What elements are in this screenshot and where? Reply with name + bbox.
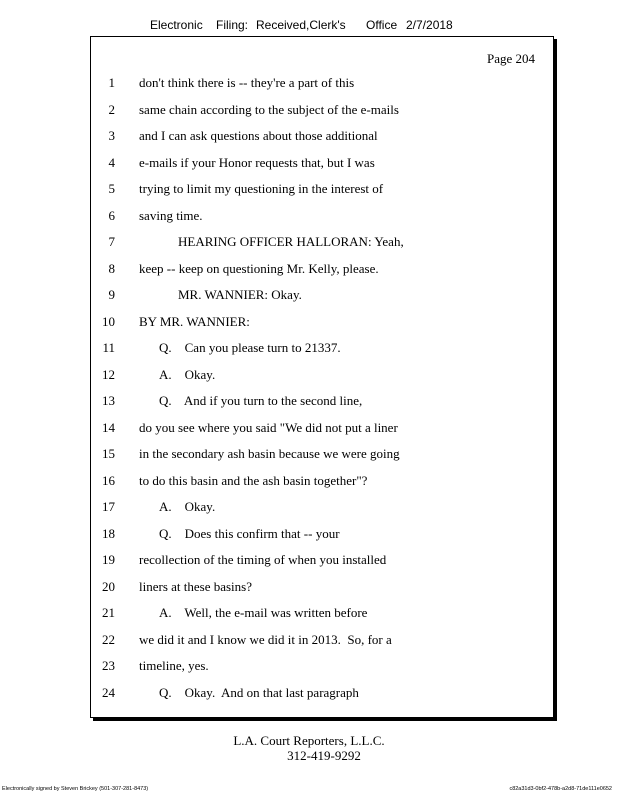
transcript-line (91, 153, 551, 173)
transcript-line (91, 312, 551, 332)
line-number: 1 (108, 75, 115, 90)
document-id: c82a31d3-0bf2-478b-a2d8-71de111e0652 (509, 786, 612, 792)
line-number: 3 (108, 128, 115, 143)
line-text: Q. And if you turn to the second line, (159, 393, 363, 408)
transcript-line (91, 259, 551, 279)
line-text: trying to limit my questioning in the interest of (139, 181, 384, 196)
line-number: 12 (102, 366, 115, 382)
transcript-line (91, 365, 551, 385)
transcript-line (91, 683, 551, 703)
line-text: don't think there is -- they're a part of this (139, 75, 355, 90)
line-text: HEARING OFFICER HALLORAN: Yeah, (178, 234, 404, 249)
transcript-page (90, 36, 554, 718)
line-text: keep -- keep on questioning Mr. Kelly, please. (139, 260, 379, 276)
line-number: 23 (102, 658, 115, 673)
transcript-line (91, 524, 551, 544)
transcript-line (91, 418, 551, 438)
line-text: same chain according to the subject of the e-mails (139, 101, 399, 117)
line-text: A. Okay. (159, 366, 216, 382)
transcript-line (91, 179, 551, 199)
line-number: 19 (102, 552, 115, 567)
header-date: 2/7/2018 (406, 18, 453, 32)
line-number: 15 (102, 446, 115, 461)
line-text: A. Okay. (159, 499, 216, 514)
transcript-line (91, 550, 551, 570)
transcript-line (91, 497, 551, 517)
transcript-line (91, 232, 551, 252)
line-text: and I can ask questions about those additional (139, 128, 378, 143)
line-number: 10 (102, 313, 115, 329)
reporter-phone: 312-419-9292 (287, 748, 361, 763)
transcript-line (91, 206, 551, 226)
line-number: 6 (108, 207, 115, 223)
line-text: BY MR. WANNIER: (139, 313, 250, 329)
line-number: 16 (102, 472, 115, 488)
transcript-line (91, 656, 551, 676)
transcript-line (91, 391, 551, 411)
line-number: 7 (108, 234, 115, 249)
line-text: Q. Does this confirm that -- your (159, 525, 340, 541)
line-number: 5 (108, 181, 115, 196)
filing-header (0, 18, 618, 36)
transcript-line (91, 338, 551, 358)
page-number: Page 204 (486, 51, 535, 66)
line-text: Q. Okay. And on that last paragraph (159, 684, 359, 700)
line-text: in the secondary ash basin because we were going (139, 446, 400, 461)
line-text: Q. Can you please turn to 21337. (159, 340, 341, 355)
transcript-line (91, 471, 551, 491)
line-text: we did it and I know we did it in 2013. So, for a (139, 631, 392, 647)
line-number: 18 (102, 525, 115, 541)
line-number: 2 (108, 101, 115, 117)
transcript-line (91, 630, 551, 650)
line-number: 22 (102, 631, 115, 647)
line-number: 13 (102, 393, 115, 408)
line-text: recollection of the timing of when you installed (139, 552, 387, 567)
transcript-line (91, 126, 551, 146)
line-number: 21 (102, 605, 115, 620)
electronic-signature-note: Electronically signed by Steven Brickey (501-307-281-8473) (2, 786, 149, 792)
transcript-line (91, 577, 551, 597)
transcript-line (91, 444, 551, 464)
header-word-filing: Filing: (216, 18, 249, 32)
line-number: 20 (102, 578, 115, 594)
line-text: A. Well, the e-mail was written before (159, 605, 368, 620)
reporter-company: L.A. Court Reporters, L.L.C. (233, 733, 385, 748)
line-text: liners at these basins? (139, 578, 252, 594)
line-text: MR. WANNIER: Okay. (178, 287, 302, 302)
transcript-line (91, 100, 551, 120)
line-number: 8 (108, 260, 115, 276)
transcript-line (91, 603, 551, 623)
line-number: 4 (108, 154, 115, 170)
header-word-office: Office (366, 18, 398, 32)
transcript-line (91, 73, 551, 93)
line-text: to do this basin and the ash basin together"? (139, 472, 368, 488)
line-text: do you see where you said "We did not put a liner (139, 419, 398, 435)
line-text: saving time. (139, 207, 203, 223)
header-word-electronic: Electronic (150, 18, 203, 32)
line-text: timeline, yes. (139, 658, 209, 673)
line-text: e-mails if your Honor requests that, but I was (139, 154, 375, 170)
header-word-received: Received,Clerk's (256, 18, 346, 32)
line-number: 11 (102, 340, 115, 355)
transcript-line (91, 285, 551, 305)
line-number: 9 (108, 287, 115, 302)
line-number: 14 (102, 419, 115, 435)
line-number: 24 (102, 684, 115, 700)
line-number: 17 (102, 499, 115, 514)
